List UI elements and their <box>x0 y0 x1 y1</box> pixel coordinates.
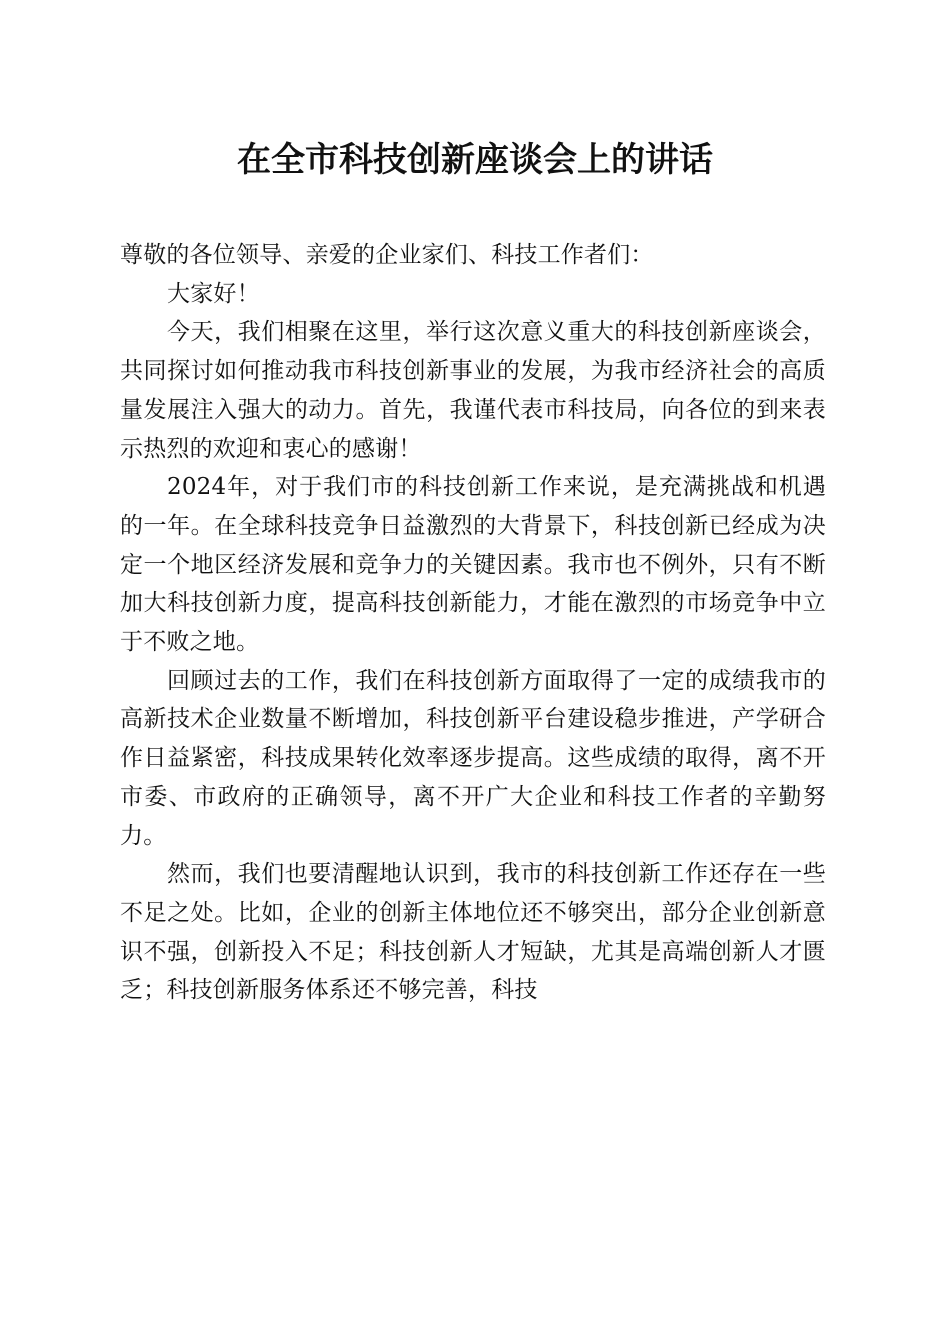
paragraph-2: 2024年，对于我们市的科技创新工作来说，是充满挑战和机遇的一年。在全球科技竞争日益激烈的大背景下，科技创新已经成为决定一个地区经济发展和竞争力的关键因素。我市也不例外，只有不断加大科技创新力度，提高科技创新能力，才能在激烈的市场竞争中立于不败之地。 <box>120 474 826 656</box>
paragraph-4: 然而，我们也要清醒地认识到，我市的科技创新工作还存在一些不足之处。比如，企业的创新主体地位还不够突出，部分企业创新意识不强，创新投入不足；科技创新人才短缺，尤其是高端创新人才匮乏；科技创新服务体系还不够完善，科技 <box>120 861 826 1004</box>
paragraph-3: 回顾过去的工作，我们在科技创新方面取得了一定的成绩我市的高新技术企业数量不断增加，科技创新平台建设稳步推进，产学研合作日益紧密，科技成果转化效率逐步提高。这些成绩的取得，离不开市委、市政府的正确领导，离不开广大企业和科技工作者的辛勤努力。 <box>120 667 826 849</box>
document-title: 在全市科技创新座谈会上的讲话 <box>237 140 713 180</box>
paragraph-1: 今天，我们相聚在这里，举行这次意义重大的科技创新座谈会，共同探讨如何推动我市科技创新事业的发展，为我市经济社会的高质量发展注入强大的动力。首先，我谨代表市科技局，向各位的到来表示热烈的欢迎和衷心的感谢！ <box>120 319 826 462</box>
greeting: 大家好！ <box>167 280 260 307</box>
document-body <box>120 236 826 1010</box>
salutation: 尊敬的各位领导、亲爱的企业家们、科技工作者们： <box>120 242 654 268</box>
